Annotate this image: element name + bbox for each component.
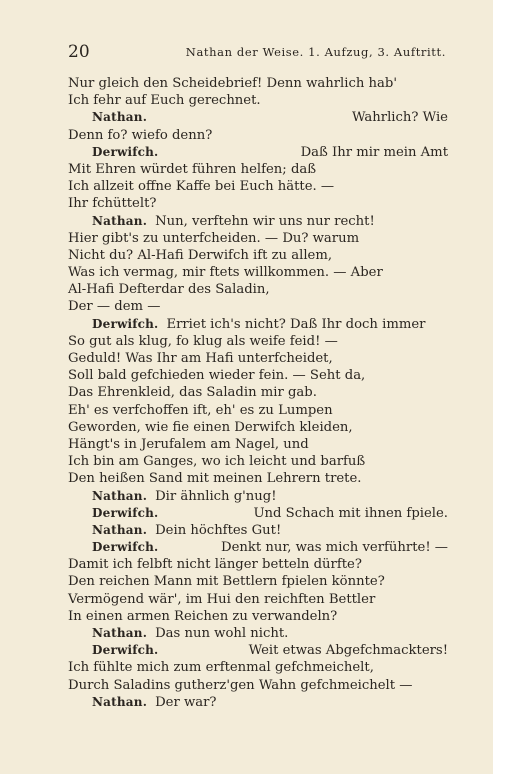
speaker-name: Nathan. [92,694,148,709]
verse-text: Und Schach mit ihnen fpiele. [253,505,448,521]
verse-line: Das Ehrenkleid, das Saladin mir gab. [68,385,317,401]
verse-line: Ich fehr auf Euch gerechnet. [68,93,261,109]
speaker-name: Nathan. [92,488,148,503]
speech-line [68,109,448,126]
verse-text: Weit etwas Abgefchmackters! [248,643,448,659]
page-header [68,42,446,64]
verse-line: Ihr fchüttelt? [68,196,157,212]
verse-line: Eh' es verfchoffen ift, eh' es zu Lumpen [68,402,333,418]
verse-text: Dir ähnlich g'nug! [155,488,277,504]
verse-text: Daß Ihr mir mein Amt [300,144,448,160]
speaker-name: Nathan. [92,213,148,228]
verse-line: Ich fühlte mich zum erftenmal gefchmeichelt, [68,660,374,676]
verse-line: Was ich vermag, mir ftets willkommen. — Aber [68,265,383,281]
verse-line: Ich bin am Ganges, wo ich leicht und barfuß [68,454,366,470]
speech-line [68,213,448,230]
verse-line: Den heißen Sand mit meinen Lehrern trete. [68,471,362,487]
verse-text: Nun, verftehn wir uns nur recht! [155,213,375,229]
speaker-name: Nathan. [92,626,148,640]
verse-line: Hängt's in Jerufalem am Nagel, und [68,436,309,452]
speech-line [68,144,448,161]
speech-line [68,505,448,522]
running-head: Nathan der Weise. 1. Aufzug, 3. Auftritt. [185,45,446,59]
verse-line: Hier gibt's zu unterfcheiden. — Du? warum [68,230,360,246]
verse-text: Der war? [155,694,217,710]
verse-line: Der — dem — [68,299,161,315]
speech-line [68,522,448,539]
speech-line [68,642,448,659]
speech-line [68,539,448,556]
speaker-name: Derwifch. [92,144,159,159]
speech-line [68,316,448,333]
verse-line: Nicht du? Al-Hafi Derwifch ift zu allem, [68,247,333,263]
verse-text: Denkt nur, was mich verführte! — [221,540,448,556]
verse-line: So gut als klug, fo klug als weife feid! — [68,333,338,349]
verse-line: Soll bald gefchieden wieder fein. — Seht da, [68,368,366,384]
speaker-name: Nathan. [92,522,148,537]
verse-line: Durch Saladins gutherz'gen Wahn gefchmeichelt — [68,677,413,693]
speaker-name: Derwifch. [92,643,159,658]
speech-line [68,625,448,642]
page-margin [493,0,510,774]
verse-text: Das nun wohl nicht. [155,626,289,641]
verse-line: Denn fo? wiefo denn? [68,127,213,143]
drama-text [68,75,448,711]
speaker-name: Derwifch. [92,505,159,520]
page-number: 20 [68,42,90,62]
verse-text: Erriet ich's nicht? Daß Ihr doch immer [166,316,426,332]
speaker-name: Derwifch. [92,316,159,331]
verse-line: Al-Hafi Defterdar des Saladin, [68,282,270,298]
speech-line [68,694,448,711]
verse-line: Ich allzeit offne Kaffe bei Euch hätte. — [68,179,335,195]
verse-line: Geduld! Was Ihr am Hafi unterfcheidet, [68,351,333,366]
verse-line: Mit Ehren würdet führen helfen; daß [68,161,317,177]
verse-line: In einen armen Reichen zu verwandeln? [68,608,338,624]
verse-line: Damit ich felbft nicht länger betteln dürfte? [68,557,362,573]
speaker-name: Nathan. [92,110,148,125]
verse-line: Nur gleich den Scheidebrief! Denn wahrlich hab' [68,76,397,91]
verse-line: Den reichen Mann mit Bettlern fpielen könnte? [68,574,385,590]
speech-line [68,488,448,505]
verse-text: Wahrlich? Wie [352,110,448,126]
verse-line: Vermögend wär', im Hui den reichften Bettler [68,591,376,607]
verse-line: Geworden, wie fie einen Derwifch kleiden, [68,419,353,435]
verse-text: Dein höchftes Gut! [155,522,282,538]
speaker-name: Derwifch. [92,540,159,555]
